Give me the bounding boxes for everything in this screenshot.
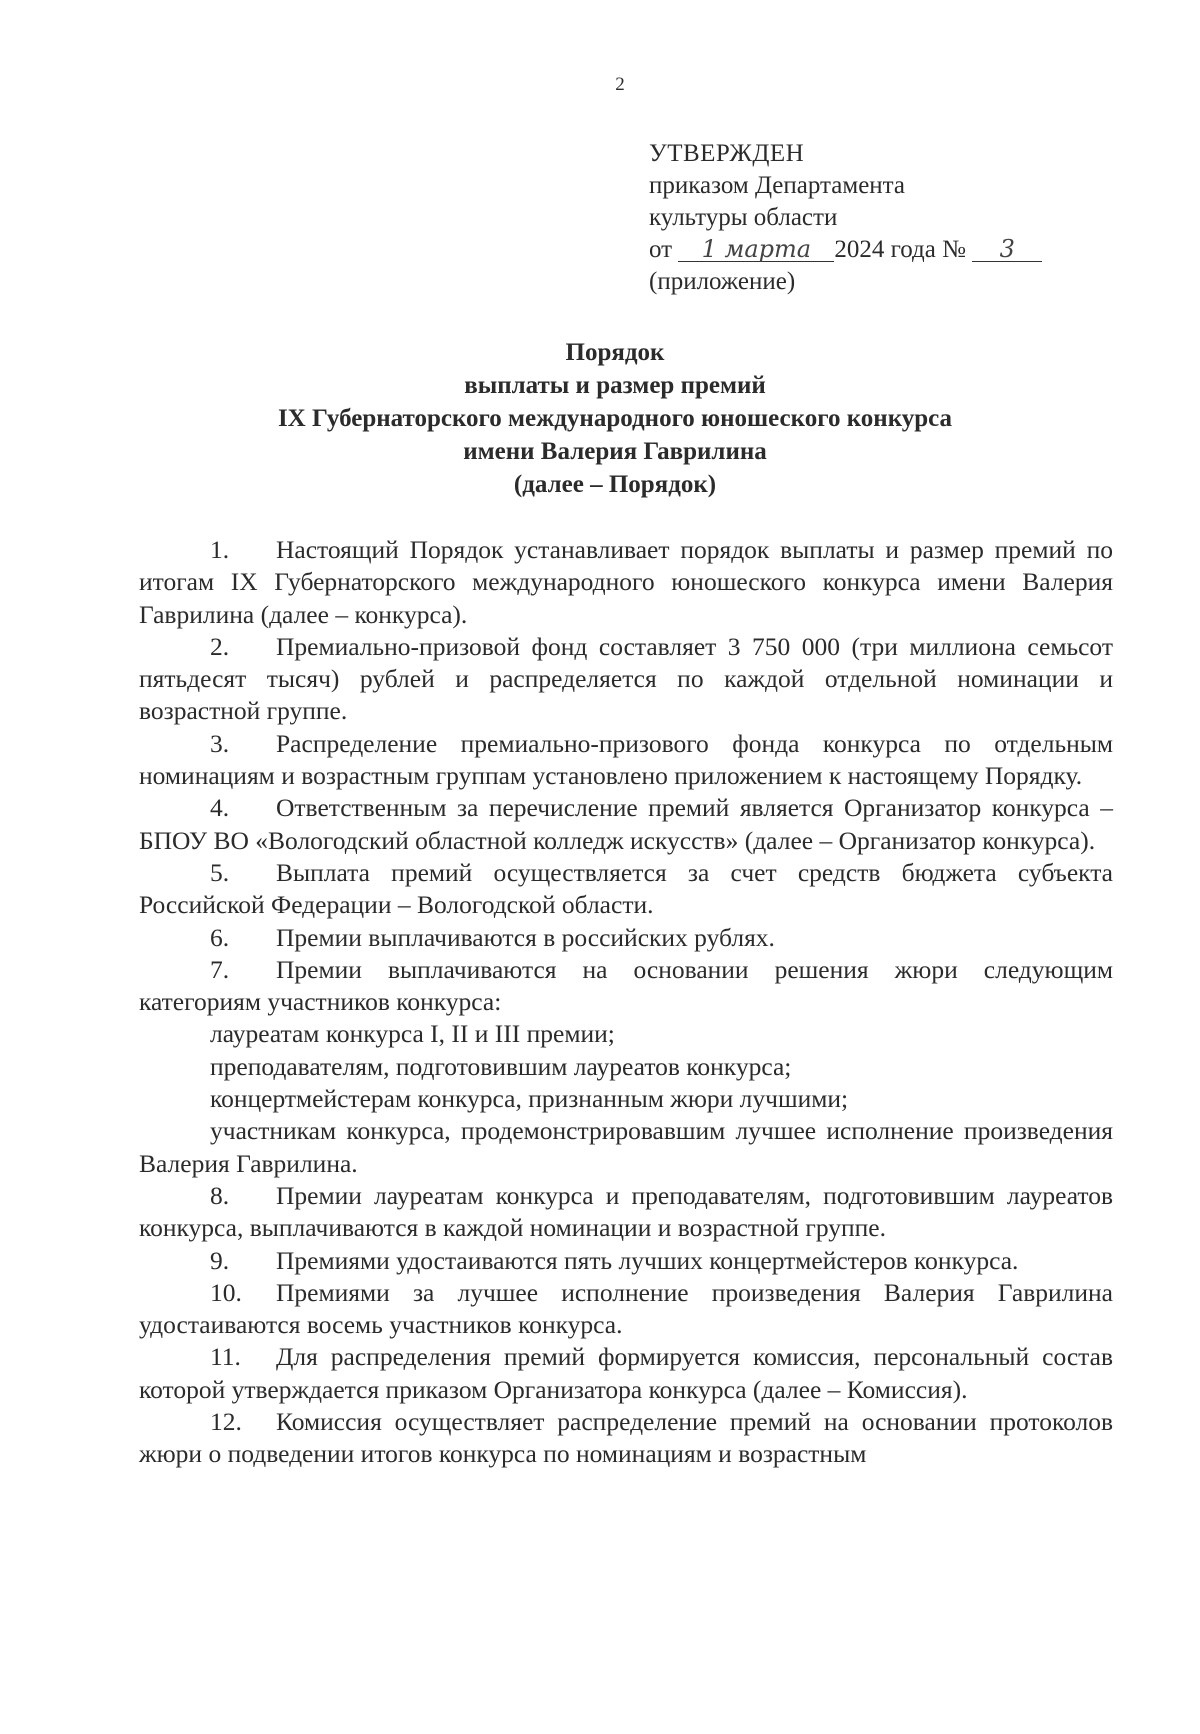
item-text: Выплата премий осуществляется за счет средств бюджета субъекта Российской Федерации – Вологодской области. [139,857,1113,920]
approval-line-1: приказом Департамента [649,172,905,199]
document-body [139,534,1113,1471]
sub-item: преподавателям, подготовившим лауреатов конкурса; [210,1051,792,1081]
item-text: Премии выплачиваются в российских рублях. [276,922,775,952]
page-number: 2 [615,74,625,95]
item-text: Комиссия осуществляет распределение премий на основании протоколов жюри о подведении итогов конкурса по номинациям и возрастным [139,1407,1113,1469]
title-line-3: IX Губернаторского международного юношеского конкурса [277,405,953,432]
approval-date-prefix: от [649,236,673,263]
item-text: Премиями за лучшее исполнение произведения Валерия Гаврилина удостаиваются восемь участников конкурса. [139,1277,1113,1340]
item-number: 10. [210,1277,242,1307]
approval-line-2: культуры области [649,204,838,231]
item-number: 5. [210,857,230,887]
item-text: Премиями удостаиваются пять лучших концертмейстеров конкурса. [276,1245,1019,1275]
item-number: 6. [210,922,230,952]
list-item [139,631,1113,728]
list-item [139,954,1113,1019]
item-text: Настоящий Порядок устанавливает порядок выплаты и размер премий по итогам IX Губернаторского международного юношеского конкурса имени Валерия Гаврилина (далее – конкурса). [139,535,1113,629]
handwritten-number: 3 [972,237,1042,262]
list-item [139,1180,1113,1245]
list-item [139,1245,1113,1277]
item-text: Премиально-призовой фонд составляет 3 750 000 (три миллиона семьсот пятьдесят тысяч) рублей и распределяется по каждой отдельной номинации и возрастной группе. [139,631,1113,726]
item-number: 8. [210,1180,230,1210]
item-number: 3. [210,728,230,758]
list-item [139,792,1113,857]
sub-item: лауреатам конкурса I, II и III премии; [210,1019,615,1049]
approval-heading: УТВЕРЖДЕН [649,140,805,167]
title-line-4: имени Валерия Гаврилина [463,438,767,465]
list-item [139,728,1113,793]
item-number: 9. [210,1245,230,1275]
item-number: 11. [210,1342,241,1372]
item-number: 2. [210,631,230,661]
sub-item: концертмейстерам конкурса, признанным жюри лучшими; [210,1084,849,1114]
title-line-2: выплаты и размер премий [464,372,766,399]
list-item [139,1277,1113,1342]
item-number: 12. [210,1407,242,1437]
approval-stamp [649,138,1042,298]
item-text: Распределение премиально-призового фонда конкурса по отдельным номинациям и возрастным группам установлено приложением к настоящему Порядку. [139,728,1113,791]
title-line-5: (далее – Порядок) [513,471,717,498]
list-item [139,534,1113,631]
item-number: 1. [210,535,230,564]
item-text: Премии выплачиваются на основании решения жюри следующим категориям участников конкурса: [139,954,1113,1017]
handwritten-date: 1 марта [678,237,834,262]
item-text: Ответственным за перечисление премий является Организатор конкурса – БПОУ ВО «Вологодский областной колледж искусств» (далее – Организатор конкурса). [139,793,1113,855]
document-title [0,336,1200,501]
list-item [139,922,1113,954]
item-text: Премии лауреатам конкурса и преподавателям, подготовившим лауреатов конкурса, выплачиваются в каждой номинации и возрастной группе. [139,1180,1113,1243]
item-text: Для распределения премий формируется комиссия, персональный состав которой утверждается приказом Организатора конкурса (далее – Комиссия). [139,1342,1113,1404]
approval-date-line [649,234,1042,266]
approval-date-suffix: 2024 года № [834,236,966,263]
list-item [139,1341,1113,1406]
title-line-1: Порядок [565,339,665,366]
item-number: 7. [210,954,230,984]
list-item [139,1406,1113,1471]
list-item [139,857,1113,922]
sub-item: участникам конкурса, продемонстрировавшим лучшее исполнение произведения Валерия Гаврилина. [139,1116,1113,1178]
item-number: 4. [210,793,230,823]
approval-note: (приложение) [649,268,796,295]
